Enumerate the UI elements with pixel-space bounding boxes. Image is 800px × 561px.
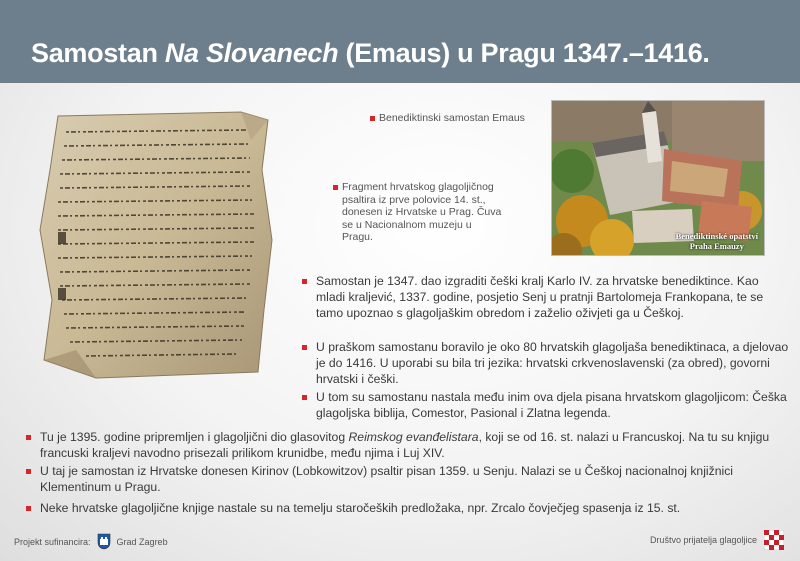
zagreb-coat-of-arms-icon xyxy=(97,533,111,550)
page-title xyxy=(31,38,710,69)
bullet xyxy=(302,395,307,400)
manuscript-fragment-image xyxy=(36,110,276,380)
footer-society xyxy=(650,530,784,550)
bullet xyxy=(302,279,307,284)
paragraph-kirinov-text: U taj je samostan iz Hrvatske donesen Kirinov (Lobkowitzov) psaltir pisan 1359. u Senju. Nalazi se u Češkoj nacionalnoj knjižnici Klementinum u Pragu. xyxy=(40,464,733,494)
bullet xyxy=(26,469,31,474)
footer-city-label: Grad Zagreb xyxy=(116,536,168,547)
paragraph-monks-text: U praškom samostanu boravilo je oko 80 hrvatskih glagoljaša benediktinaca, a djelovao je do 1416. U uporabi su bila tri jezika: hrvatski crkvenoslavenski (za obred), govorni hrvatski i češki. xyxy=(316,340,789,386)
footer-sponsor-label: Projekt sufinancira: xyxy=(14,536,91,547)
photo-label-line1: Benediktinské opatství xyxy=(675,231,758,241)
bullet xyxy=(302,345,307,350)
paragraph-reims xyxy=(24,430,790,462)
title-italic: Na Slovanech xyxy=(164,38,339,68)
bullet xyxy=(26,506,31,511)
footer-society-label: Društvo prijatelja glagoljice xyxy=(649,535,757,545)
paragraph-reims-text-1: Tu je 1395. godine pripremljen i glagoljični dio glasovitog xyxy=(40,430,349,444)
paragraph-models-text: Neke hrvatske glagoljične knjige nastale su na temelju staročeških predložaka, npr. Zrcalo čovječjeg spasenja iz 15. st. xyxy=(40,501,681,515)
paragraph-founding xyxy=(300,274,791,321)
bullet xyxy=(26,435,31,440)
caption-monastery xyxy=(370,112,525,125)
society-logo-icon xyxy=(764,530,784,550)
paragraph-monks xyxy=(300,340,791,387)
header-bar xyxy=(0,0,800,83)
monastery-aerial-photo xyxy=(551,100,765,256)
caption-fragment-text: Fragment hrvatskog glagoljičnog psaltira iz prve polovice 14. st., donesen iz Hrvatske u Prag. Čuva se u Nacionalnom muzeju u Pragu. xyxy=(342,181,502,243)
paragraph-reims-italic: Reimskog evanđelistara xyxy=(348,430,479,444)
paragraph-founding-text: Samostan je 1347. dao izgraditi češki kralj Karlo IV. za hrvatske benediktince. Kao mladi kraljević, 1337. godine, posjetio Senj u pratnji Bartolomeja Frankopana, te se tamo upoznao s glagoljaškim obredom i zaželio oživjeti ga u Češkoj. xyxy=(316,274,764,320)
paragraph-kirinov xyxy=(24,464,790,496)
photo-label-line2: Praha Emauzy xyxy=(689,241,744,251)
paragraph-works xyxy=(300,390,791,422)
caption-fragment xyxy=(333,181,502,244)
bullet xyxy=(370,116,375,121)
caption-monastery-text: Benediktinski samostan Emaus xyxy=(379,112,525,124)
photo-label xyxy=(676,231,758,251)
paragraph-reims-text-2: , koji se od 16. st. nalazi u Francuskoj. Na tu su knjigu francuski kraljevi navodno prisezali prilikom krunidbe, među njima i Luj XIV. xyxy=(40,430,770,460)
title-text-1: Samostan xyxy=(31,38,165,68)
paragraph-works-text: U tom su samostanu nastala među inim ova djela pisana hrvatskom glagoljicom: Češka glagoljska biblija, Comestor, Pasional i Zlatna legenda. xyxy=(316,390,787,420)
paragraph-models xyxy=(24,501,790,517)
title-text-2: (Emaus) u Pragu 1347.–1416. xyxy=(338,38,710,68)
footer-sponsor xyxy=(14,533,168,550)
bullet xyxy=(333,185,338,190)
